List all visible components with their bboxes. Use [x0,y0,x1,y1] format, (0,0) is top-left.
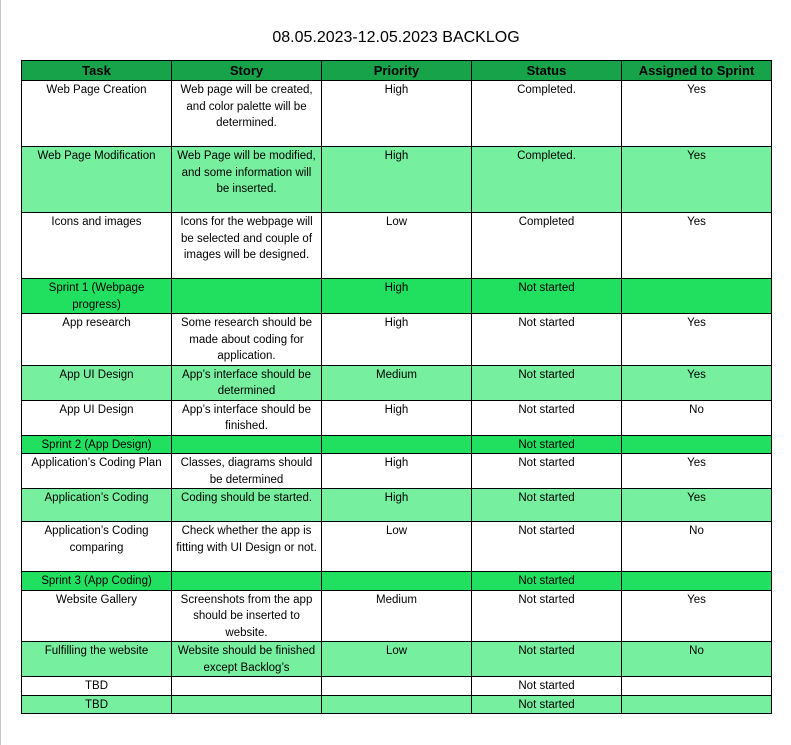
cell-priority: High [322,279,472,314]
backlog-table [21,60,772,714]
table-row [22,677,772,696]
table-row [22,213,772,279]
cell-assigned: No [622,642,772,677]
sprint-row [22,435,772,454]
table-row [22,590,772,642]
cell-assigned: Yes [622,213,772,279]
table-row [22,642,772,677]
cell-priority: High [322,400,472,435]
cell-story: Website should be finished except Backlog’s [172,642,322,677]
cell-story: App’s interface should be finished. [172,400,322,435]
cell-story: Coding should be started. [172,489,322,522]
table-row [22,400,772,435]
cell-story [172,677,322,696]
table-row [22,522,772,572]
cell-assigned [622,279,772,314]
cell-task: Sprint 2 (App Design) [22,435,172,454]
cell-status: Not started [472,695,622,714]
cell-assigned [622,572,772,591]
cell-priority: Medium [322,590,472,642]
cell-assigned: Yes [622,454,772,489]
cell-task: Application’s Coding [22,489,172,522]
cell-status: Not started [472,572,622,591]
cell-task: Web Page Modification [22,147,172,213]
cell-task: TBD [22,695,172,714]
cell-task: Website Gallery [22,590,172,642]
cell-story: Screenshots from the app should be inserted to website. [172,590,322,642]
table-row [22,314,772,366]
cell-priority [322,695,472,714]
cell-story [172,695,322,714]
cell-story: Some research should be made about coding for application. [172,314,322,366]
cell-assigned: Yes [622,489,772,522]
cell-task: Sprint 1 (Webpage progress) [22,279,172,314]
cell-assigned: Yes [622,590,772,642]
cell-assigned: Yes [622,365,772,400]
cell-task: App UI Design [22,400,172,435]
cell-story: Web Page will be modified, and some information will be inserted. [172,147,322,213]
cell-assigned: Yes [622,314,772,366]
cell-status: Not started [472,400,622,435]
cell-status: Not started [472,435,622,454]
cell-task: Sprint 3 (App Coding) [22,572,172,591]
cell-story: Classes, diagrams should be determined [172,454,322,489]
column-header-story: Story [172,61,322,81]
cell-priority: Medium [322,365,472,400]
cell-priority: Low [322,522,472,572]
cell-task: App UI Design [22,365,172,400]
cell-status: Not started [472,454,622,489]
table-header-row [22,61,772,81]
cell-story [172,435,322,454]
cell-assigned: Yes [622,147,772,213]
cell-priority: High [322,81,472,147]
cell-status: Completed. [472,147,622,213]
cell-assigned [622,435,772,454]
cell-status: Not started [472,489,622,522]
cell-priority: High [322,489,472,522]
column-header-status: Status [472,61,622,81]
column-header-assigned-to-sprint: Assigned to Sprint [622,61,772,81]
cell-status: Not started [472,677,622,696]
cell-priority: High [322,147,472,213]
cell-assigned: Yes [622,81,772,147]
cell-task: Fulfilling the website [22,642,172,677]
cell-priority [322,435,472,454]
cell-assigned [622,677,772,696]
cell-task: Icons and images [22,213,172,279]
table-row [22,147,772,213]
cell-story [172,572,322,591]
cell-status: Not started [472,642,622,677]
cell-priority [322,677,472,696]
cell-status: Not started [472,590,622,642]
cell-task: Web Page Creation [22,81,172,147]
cell-story [172,279,322,314]
cell-status: Not started [472,365,622,400]
table-row [22,454,772,489]
document-title: 08.05.2023-12.05.2023 BACKLOG [272,29,520,46]
cell-status: Completed. [472,81,622,147]
cell-status: Not started [472,522,622,572]
cell-assigned: No [622,400,772,435]
cell-priority: Low [322,213,472,279]
cell-priority: Low [322,642,472,677]
column-header-priority: Priority [322,61,472,81]
column-header-task: Task [22,61,172,81]
cell-priority: High [322,314,472,366]
cell-priority: High [322,454,472,489]
cell-task: App research [22,314,172,366]
cell-story: App’s interface should be determined [172,365,322,400]
cell-priority [322,572,472,591]
cell-assigned: No [622,522,772,572]
cell-task: Application’s Coding comparing [22,522,172,572]
cell-status: Completed [472,213,622,279]
table-row [22,81,772,147]
cell-assigned [622,695,772,714]
page-left-edge [0,0,1,745]
table-row [22,695,772,714]
cell-story: Icons for the webpage will be selected and couple of images will be designed. [172,213,322,279]
table-row [22,489,772,522]
cell-story: Web page will be created, and color palette will be determined. [172,81,322,147]
cell-task: Application’s Coding Plan [22,454,172,489]
sprint-row [22,279,772,314]
cell-story: Check whether the app is fitting with UI Design or not. [172,522,322,572]
cell-status: Not started [472,314,622,366]
table-row [22,365,772,400]
cell-task: TBD [22,677,172,696]
cell-status: Not started [472,279,622,314]
sprint-row [22,572,772,591]
